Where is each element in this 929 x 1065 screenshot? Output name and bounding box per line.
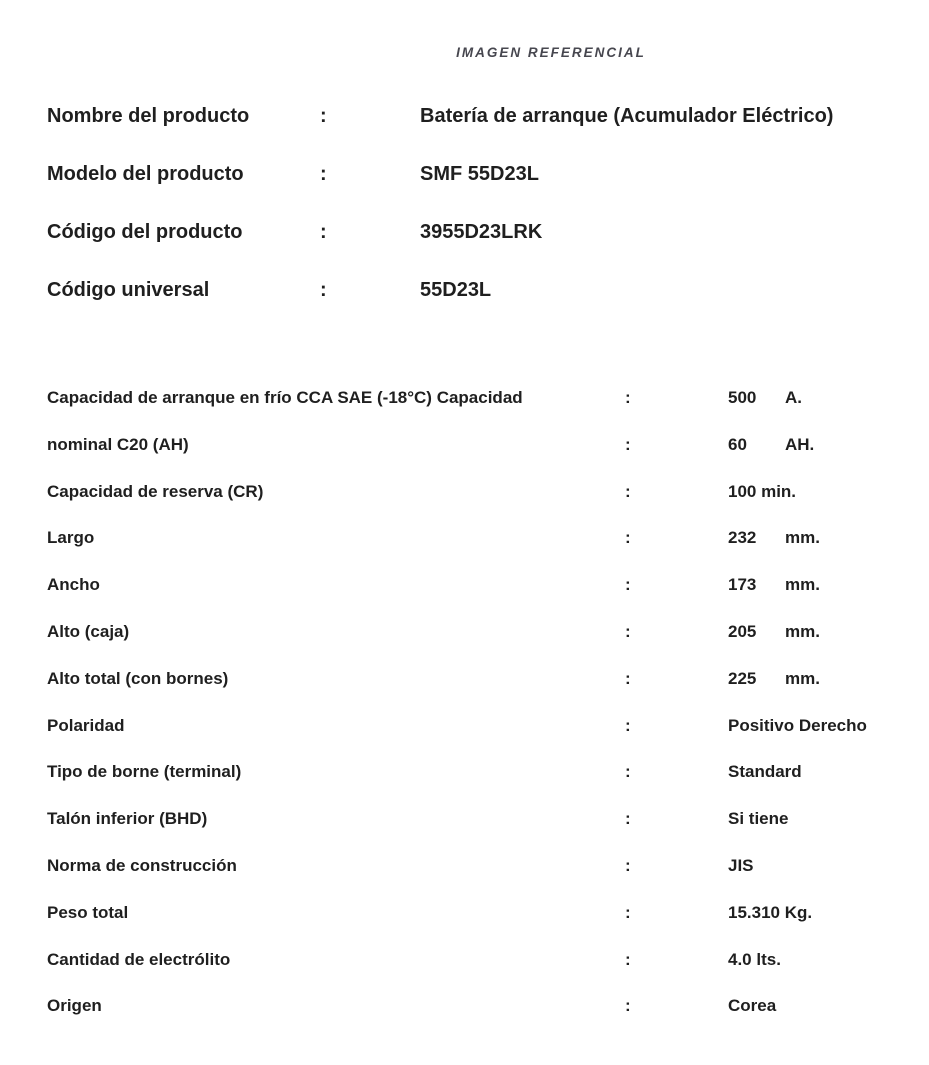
spec-value: 500 [728,388,757,407]
spec-label: Polaridad [47,715,125,735]
field-value: 55D23L [420,279,492,301]
spec-value: 225 [728,668,757,688]
field-label: Nombre del producto [47,105,250,127]
spec-value: 173 [728,575,757,595]
colon-separator: : [625,902,631,922]
spec-value: 60 [728,434,747,454]
spec-value: 100 min. [728,481,797,501]
colon-separator: : [320,105,327,127]
colon-separator: : [625,481,631,501]
spec-row-bhd [47,808,894,855]
colon-separator: : [625,809,631,829]
spec-unit: mm. [785,575,820,595]
spec-row-width [47,574,894,621]
spec-label: nominal C20 (AH) [47,434,189,454]
spec-row-polarity [47,715,894,762]
product-name-row [47,104,894,162]
spec-label: Capacidad de reserva (CR) [47,481,264,501]
spec-table [47,387,894,1042]
colon-separator: : [625,949,631,969]
colon-separator: : [625,388,631,407]
spec-row-terminal-type [47,761,894,808]
spec-value: 15.310 Kg. [728,902,813,922]
colon-separator: : [320,163,327,185]
product-code-row [47,220,894,278]
spec-row-nominal-capacity [47,434,894,481]
spec-row-reserve-capacity [47,481,894,528]
universal-code-row [47,278,894,336]
spec-row-length [47,527,894,574]
spec-label: Ancho [47,575,100,595]
spec-row-total-weight [47,902,894,949]
spec-row-cca [47,387,894,434]
colon-separator: : [625,621,631,641]
spec-label: Largo [47,528,95,548]
spec-value: Si tiene [728,809,789,829]
spec-value: 4.0 lts. [728,949,781,969]
spec-label: Alto total (con bornes) [47,668,229,688]
colon-separator: : [625,762,631,782]
field-label: Modelo del producto [47,163,244,185]
product-identity-section [47,104,894,336]
colon-separator: : [625,715,631,735]
field-value: SMF 55D23L [420,163,539,185]
spec-label: Tipo de borne (terminal) [47,762,242,782]
spec-label: Alto (caja) [47,621,130,641]
spec-label: Talón inferior (BHD) [47,809,208,829]
spec-value: Corea [728,996,777,1016]
spec-row-total-height [47,668,894,715]
colon-separator: : [625,668,631,688]
image-reference-caption: IMAGEN REFERENCIAL [456,45,646,60]
spec-row-construction-standard [47,855,894,902]
spec-unit: AH. [785,434,815,454]
spec-row-box-height [47,621,894,668]
spec-value: 205 [728,621,757,641]
spec-value: JIS [728,855,754,875]
colon-separator: : [625,855,631,875]
colon-separator: : [625,996,631,1016]
spec-unit: mm. [785,668,820,688]
spec-label: Origen [47,996,102,1016]
spec-label: Peso total [47,902,129,922]
spec-row-origin [47,995,894,1042]
spec-row-electrolyte-quantity [47,949,894,996]
colon-separator: : [625,434,631,454]
colon-separator: : [625,528,631,548]
field-value: Batería de arranque (Acumulador Eléctrico) [420,105,834,127]
field-value: 3955D23LRK [420,221,543,243]
field-label: Código del producto [47,221,243,243]
spec-unit: A. [785,388,802,407]
product-model-row [47,162,894,220]
spec-unit: mm. [785,528,820,548]
colon-separator: : [320,221,327,243]
colon-separator: : [625,575,631,595]
spec-value: Positivo Derecho [728,715,867,735]
field-label: Código universal [47,279,210,301]
spec-value: Standard [728,762,802,782]
spec-unit: mm. [785,621,820,641]
colon-separator: : [320,279,327,301]
spec-label: Cantidad de electrólito [47,949,231,969]
spec-value: 232 [728,528,757,548]
spec-label: Norma de construcción [47,855,237,875]
spec-label: Capacidad de arranque en frío CCA SAE (-18°C) Capacidad [47,388,523,407]
